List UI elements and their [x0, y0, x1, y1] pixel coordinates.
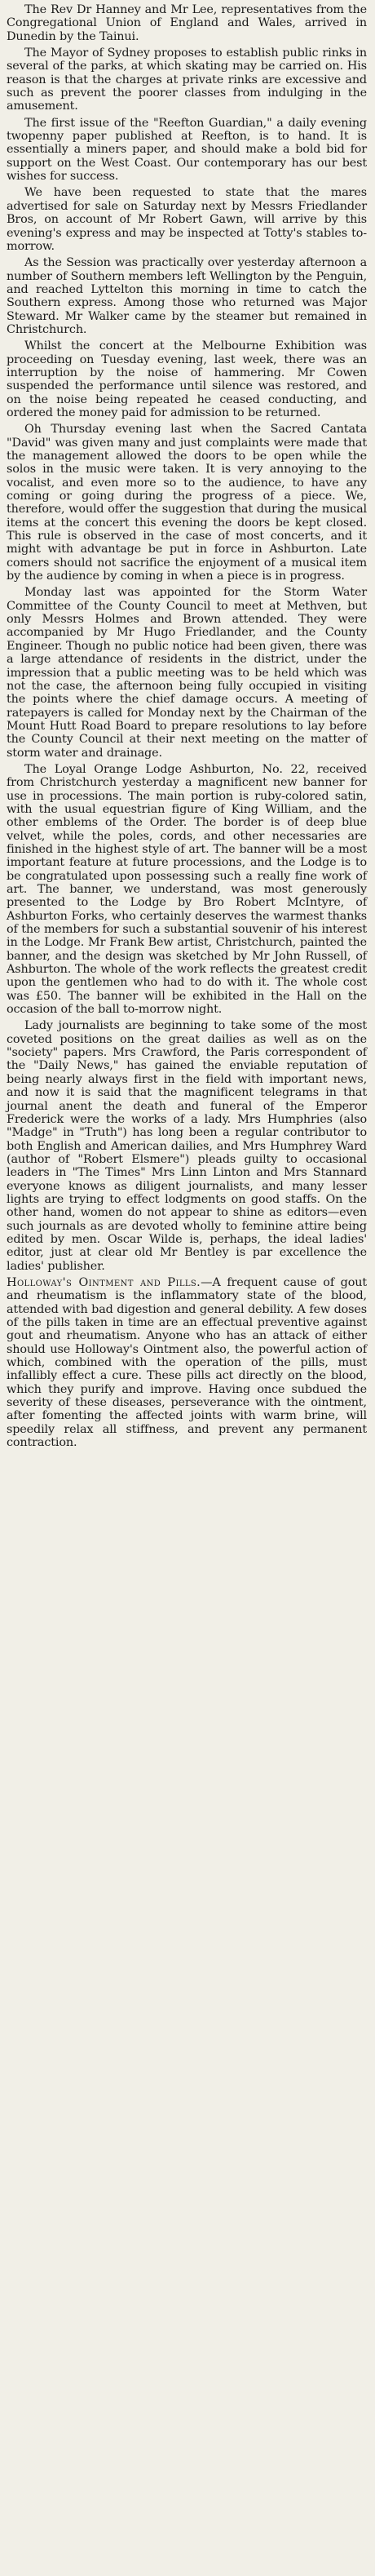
advertisement-body: —A frequent cause of gout and rheumatism is the inflammatory state of the blood, attended with bad digestion and general debility. A few doses of the pills taken in time are an effectual preventive against gout and rheumatism. Anyone who has an attack of either should use Holloway's Ointment also, the powerful action of which, combined with the operation of the pills, must infallibly effect a cure. These pills act directly on the blood, which they purify and improve. Having once subdued the severity of these diseases, perseverance with the ointment, after fomenting the affected joints with warm brine, will speedily relax all stiffness, and prevent any permanent contraction.	[7, 1275, 367, 1450]
news-paragraph-sydney-rinks: The Mayor of Sydney proposes to establish public rinks in several of the parks, at which skating may be carried on. His reason is that the charges at private rinks are excessive and such as prevent the poorer classes from indulging in the amusement.	[7, 47, 367, 113]
news-paragraph-orange-lodge-banner: The Loyal Orange Lodge Ashburton, No. 22, received from Christchurch yesterday a magnificent new banner for use in processions. The main portion is ruby-colored satin, with the usual equestrian figure of King William, and the other emblems of the Order. The border is of deep blue velvet, while the poles, cords, and other necessaries are finished in the highest style of art. The banner will be a most important feature at future processions, and the Lodge is to be congratulated upon possessing such a really fine work of art. The banner, we understand, was most generously presented to the Lodge by Bro Robert McIntyre, of Ashburton Forks, who certainly deserves the warmest thanks of the members for such a substantial souvenir of his interest in the Lodge. Mr Frank Bew artist, Christchurch, painted the banner, and the design was sketched by Mr John Russell, of Ashburton. The whole of the work reflects the greatest credit upon the gentlemen who had to do with it. The whole cost was £50. The banner will be exhibited in the Hall on the occasion of the ball to-morrow night.	[7, 762, 367, 1017]
news-paragraph-cantata-david: Oh Thursday evening last when the Sacred Cantata "David" was given many and just complaints were made that the management allowed the doors to be open while the solos in the music were taken. It is very annoying to the vocalist, and even more so to the audience, to have any coming or going during the progress of a piece. We, therefore, would offer the suggestion that during the musical items at the concert this evening the doors be kept closed. This rule is observed in the case of most concerts, and it might with advantage be put in force in Ashburton. Late comers should not sacrifice the enjoyment of a musical item by the audience by coming in when a piece is in progress.	[7, 423, 367, 583]
news-paragraph-storm-water: Monday last was appointed for the Storm Water Committee of the County Council to meet at Methven, but only Messrs Holmes and Brown attended. They were accompanied by Mr Hugo Friedlander, and the County Engineer. Though no public notice had been given, there was a large attendance of residents in the district, under the impression that a public meeting was to be held which was not the case, the afternoon being fully occupied in visiting the points where the chief damage occurs. A meeting of ratepayers is called for Monday next by the Chairman of the Mount Hutt Road Board to prepare resolutions to lay before the County Council at their next meeting on the matter of storm water and drainage.	[7, 586, 367, 760]
news-paragraph-reefton-guardian: The first issue of the "Reefton Guardian," a daily evening twopenny paper published at Reefton, is to hand. It is essentially a miners paper, and should make a bold bid for support on the West Coast. Our contemporary has our best wishes for success.	[7, 116, 367, 184]
news-paragraph-session-members: As the Session was practically over yesterday afternoon a number of Southern members left Wellington by the Penguin, and reached Lyttelton this morning in time to catch the Southern express. Among those who returned was Major Steward. Mr Walker came by the steamer but remained in Christchurch.	[7, 256, 367, 336]
news-paragraph-congregational-union: The Rev Dr Hanney and Mr Lee, representatives from the Congregational Union of England and Wales, arrived in Dunedin by the Tainui.	[7, 3, 367, 43]
news-paragraph-lady-journalists: Lady journalists are beginning to take some of the most coveted positions on the great dailies as well as on the "society" papers. Mrs Crawford, the Paris correspondent of the "Daily News," has gained the enviable reputation of being nearly always first in the field with important news, and now it is said that the magnificent telegrams in that journal anent the death and funeral of the Emperor Frederick were the works of a lady. Mrs Humphries (also "Madge" in "Truth") has long been a regular contributor to both English and American dailies, and Mrs Humphrey Ward (author of "Robert Elsmere") pleads guilty to occasional leaders in "The Times" Mrs Linn Linton and Mrs Stannard everyone knows as diligent journalists, and many lesser lights are trying to effect lodgments on good staffs. On the other hand, women do not appear to shine as editors—even such journals as are devoted wholly to feminine attire being edited by men. Oscar Wilde is, perhaps, the ideal ladies' editor, just at clear old Mr Bentley is par excellence the ladies' publisher.	[7, 1019, 367, 1273]
advertisement-heading: Holloway's Ointment and Pills.	[7, 1275, 201, 1289]
news-paragraph-mares-sale: We have been requested to state that the mares advertised for sale on Saturday next by Messrs Friedlander Bros, on account of Mr Robert Gawn, will arrive by this evening's express and may be inspected at Totty's stables to-morrow.	[7, 186, 367, 253]
advertisement-holloway	[7, 1276, 367, 1449]
news-paragraph-melbourne-concert: Whilst the concert at the Melbourne Exhibition was proceeding on Tuesday evening, last week, there was an interruption by the noise of hammering. Mr Cowen suspended the performance until silence was restored, and on the noise being repeated he ceased conducting, and ordered the money paid for admission to be returned.	[7, 339, 367, 419]
